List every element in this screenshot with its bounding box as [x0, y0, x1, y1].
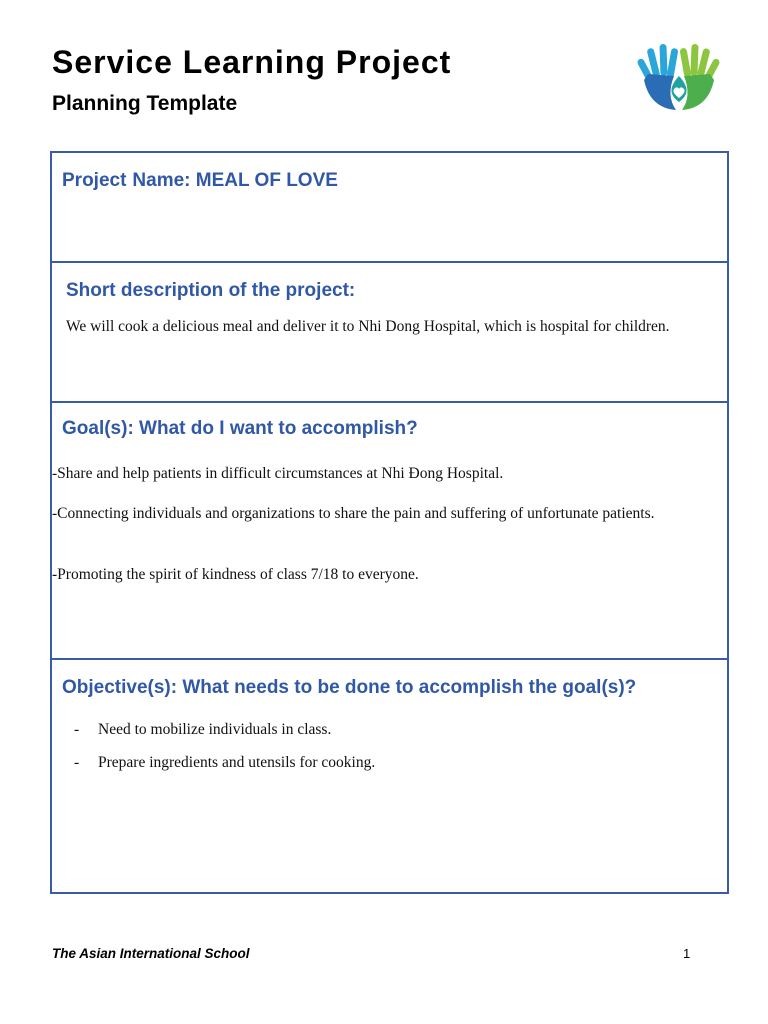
- description-section: [52, 263, 727, 403]
- objective-item: [74, 721, 331, 739]
- description-text: We will cook a delicious meal and deliver it to Nhi Dong Hospital, which is hospital for children.: [66, 318, 670, 335]
- goals-section: [52, 403, 727, 660]
- objective-text: Prepare ingredients and utensils for cooking.: [98, 754, 376, 771]
- page-subtitle: Planning Template: [52, 92, 238, 115]
- goal-item: -Promoting the spirit of kindness of class 7/18 to everyone.: [52, 566, 419, 583]
- project-name-section: [52, 153, 727, 263]
- goal-item: -Connecting individuals and organizations to share the pain and suffering of unfortunate patients.: [52, 505, 655, 522]
- bullet-dash: -: [74, 721, 80, 738]
- objectives-heading: Objective(s): What needs to be done to accomplish the goal(s)?: [62, 677, 637, 698]
- goals-heading: Goal(s): What do I want to accomplish?: [62, 418, 418, 439]
- project-name-heading: [62, 170, 338, 192]
- objective-item: [74, 754, 375, 772]
- hands-heart-icon: [636, 36, 722, 116]
- bullet-dash: -: [74, 754, 80, 771]
- project-name-value: Name: MEAL OF LOVE: [132, 170, 338, 191]
- objectives-section: [52, 660, 727, 892]
- objective-text: Need to mobilize individuals in class.: [98, 721, 332, 738]
- description-heading: Short description of the project:: [66, 280, 356, 301]
- page-title: Service Learning Project: [52, 44, 452, 80]
- planning-form: [50, 151, 729, 894]
- project-name-label: Project: [62, 170, 127, 191]
- page-number: 1: [683, 946, 691, 961]
- footer-school-name: The Asian International School: [52, 946, 250, 961]
- goal-item: -Share and help patients in difficult circumstances at Nhi Đong Hospital.: [52, 465, 504, 482]
